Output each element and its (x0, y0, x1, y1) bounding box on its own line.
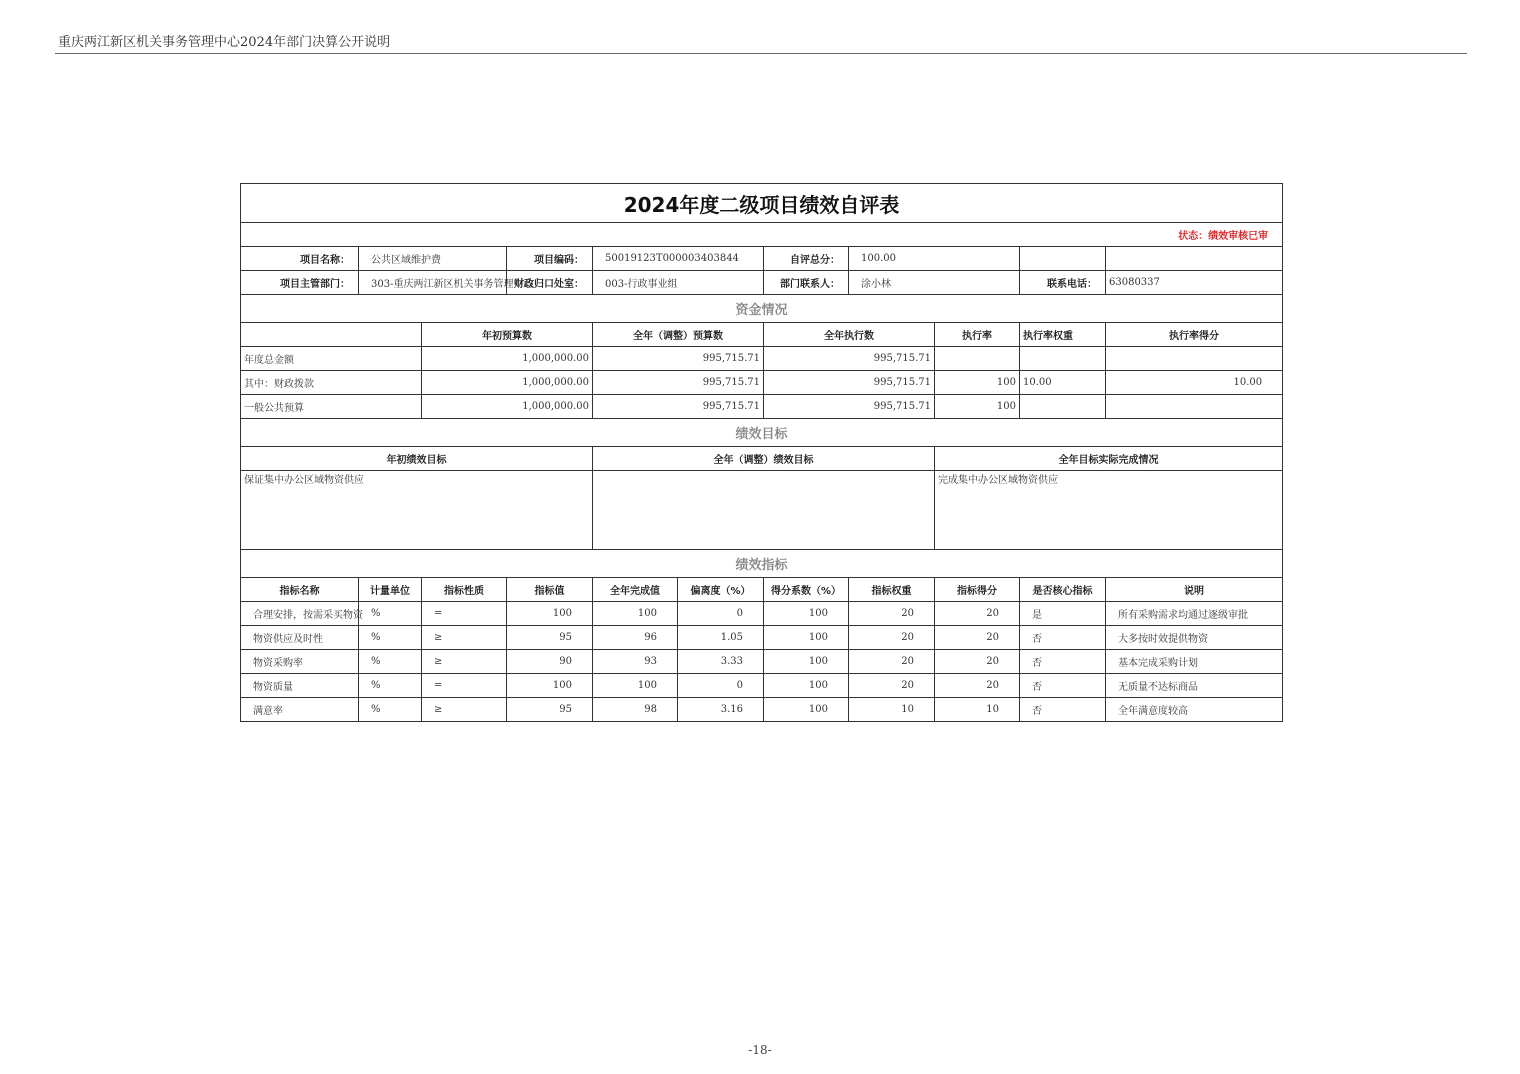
ind-unit: % (359, 674, 422, 698)
indicators-header-row (241, 578, 1283, 602)
ind-header-nature: 指标性质 (422, 578, 507, 602)
goals-header-initial: 年初绩效目标 (241, 447, 593, 471)
ind-header-deviation: 偏离度（%） (678, 578, 764, 602)
ind-actual: 93 (593, 650, 678, 674)
contact-label: 部门联系人： (764, 271, 849, 295)
info-row-2 (241, 271, 1283, 295)
funds-header-rate-score: 执行率得分 (1106, 323, 1283, 347)
funds-row-label: 一般公共预算 (241, 395, 422, 419)
ind-deviation: 0 (678, 602, 764, 626)
ind-core: 否 (1020, 650, 1106, 674)
ind-header-name: 指标名称 (241, 578, 359, 602)
ind-target: 90 (507, 650, 593, 674)
ind-target: 95 (507, 698, 593, 722)
ind-deviation: 3.16 (678, 698, 764, 722)
status-badge: 状态：绩效审核已审 (241, 223, 1283, 247)
ind-target: 95 (507, 626, 593, 650)
ind-actual: 100 (593, 602, 678, 626)
ind-note: 全年满意度较高 (1106, 698, 1283, 722)
funds-executed: 995,715.71 (764, 395, 935, 419)
document-header-title: 重庆两江新区机关事务管理中心2024年部门决算公开说明 (58, 35, 391, 50)
funds-header-initial-budget: 年初预算数 (422, 323, 593, 347)
info-row-1 (241, 247, 1283, 271)
ind-weight: 20 (849, 626, 935, 650)
funds-header-exec-rate: 执行率 (935, 323, 1020, 347)
ind-header-unit: 计量单位 (359, 578, 422, 602)
funds-rate-score (1106, 347, 1283, 371)
project-name-value: 公共区域维护费 (359, 247, 507, 271)
ind-score: 20 (935, 674, 1020, 698)
ind-note: 基本完成采购计划 (1106, 650, 1283, 674)
ind-nature: ≥ (422, 626, 507, 650)
ind-core: 否 (1020, 626, 1106, 650)
funds-initial-budget: 1,000,000.00 (422, 371, 593, 395)
ind-actual: 98 (593, 698, 678, 722)
section-funds-title: 资金情况 (241, 295, 1283, 323)
dept-value: 303-重庆两江新区机关事务管理中心 (359, 271, 507, 295)
ind-unit: % (359, 626, 422, 650)
performance-evaluation-table (240, 183, 1283, 722)
ind-deviation: 1.05 (678, 626, 764, 650)
ind-score: 20 (935, 650, 1020, 674)
goal-initial-text: 保证集中办公区域物资供应 (241, 471, 593, 550)
ind-core: 否 (1020, 674, 1106, 698)
indicator-row (241, 602, 1283, 626)
funds-rate-score: 10.00 (1106, 371, 1283, 395)
ind-core: 是 (1020, 602, 1106, 626)
goals-header-adjusted: 全年（调整）绩效目标 (593, 447, 935, 471)
funds-exec-rate (935, 347, 1020, 371)
ind-name: 合理安排，按需采买物资 (241, 602, 359, 626)
page-number: -18- (748, 1043, 772, 1057)
goal-adjusted-text (593, 471, 935, 550)
funds-header-blank (241, 323, 422, 347)
ind-coefficient: 100 (764, 698, 849, 722)
empty-cell (1020, 247, 1106, 271)
ind-unit: % (359, 698, 422, 722)
funds-adjusted-budget: 995,715.71 (593, 371, 764, 395)
phone-value: 63080337 (1106, 271, 1283, 295)
self-score-label: 自评总分： (764, 247, 849, 271)
ind-actual: 100 (593, 674, 678, 698)
funds-header-adjusted-budget: 全年（调整）预算数 (593, 323, 764, 347)
indicator-row (241, 650, 1283, 674)
funds-rate-weight (1020, 395, 1106, 419)
ind-score: 20 (935, 602, 1020, 626)
ind-header-weight: 指标权重 (849, 578, 935, 602)
ind-nature: = (422, 602, 507, 626)
ind-nature: = (422, 674, 507, 698)
ind-coefficient: 100 (764, 602, 849, 626)
ind-core: 否 (1020, 698, 1106, 722)
finance-office-value: 003-行政事业组 (593, 271, 764, 295)
goals-header-row (241, 447, 1283, 471)
ind-deviation: 0 (678, 674, 764, 698)
ind-note: 大多按时效提供物资 (1106, 626, 1283, 650)
ind-deviation: 3.33 (678, 650, 764, 674)
goals-content-row (241, 471, 1283, 550)
header-divider (55, 53, 1467, 54)
funds-initial-budget: 1,000,000.00 (422, 395, 593, 419)
funds-initial-budget: 1,000,000.00 (422, 347, 593, 371)
finance-office-label: 财政归口处室： (507, 271, 593, 295)
ind-name: 满意率 (241, 698, 359, 722)
ind-note: 无质量不达标商品 (1106, 674, 1283, 698)
funds-row (241, 371, 1283, 395)
ind-score: 10 (935, 698, 1020, 722)
ind-target: 100 (507, 602, 593, 626)
funds-executed: 995,715.71 (764, 371, 935, 395)
ind-score: 20 (935, 626, 1020, 650)
indicator-row (241, 698, 1283, 722)
funds-rate-weight (1020, 347, 1106, 371)
project-code-label: 项目编码： (507, 247, 593, 271)
ind-header-actual: 全年完成值 (593, 578, 678, 602)
empty-cell (1106, 247, 1283, 271)
ind-header-score: 指标得分 (935, 578, 1020, 602)
ind-name: 物资采购率 (241, 650, 359, 674)
ind-note: 所有采购需求均通过逐级审批 (1106, 602, 1283, 626)
ind-coefficient: 100 (764, 674, 849, 698)
funds-adjusted-budget: 995,715.71 (593, 395, 764, 419)
ind-name: 物资供应及时性 (241, 626, 359, 650)
funds-rate-weight: 10.00 (1020, 371, 1106, 395)
funds-exec-rate: 100 (935, 395, 1020, 419)
ind-nature: ≥ (422, 650, 507, 674)
funds-adjusted-budget: 995,715.71 (593, 347, 764, 371)
ind-weight: 20 (849, 650, 935, 674)
ind-header-target: 指标值 (507, 578, 593, 602)
ind-coefficient: 100 (764, 626, 849, 650)
funds-exec-rate: 100 (935, 371, 1020, 395)
funds-header-executed: 全年执行数 (764, 323, 935, 347)
ind-unit: % (359, 602, 422, 626)
form-title: 2024年度二级项目绩效自评表 (241, 184, 1283, 223)
funds-row (241, 395, 1283, 419)
indicator-row (241, 626, 1283, 650)
ind-header-note: 说明 (1106, 578, 1283, 602)
section-goals-title: 绩效目标 (241, 419, 1283, 447)
indicator-row (241, 674, 1283, 698)
project-name-label: 项目名称： (241, 247, 359, 271)
ind-header-core: 是否核心指标 (1020, 578, 1106, 602)
self-score-value: 100.00 (849, 247, 1020, 271)
funds-rate-score (1106, 395, 1283, 419)
ind-actual: 96 (593, 626, 678, 650)
ind-target: 100 (507, 674, 593, 698)
project-code-value: 50019123T000003403844 (593, 247, 764, 271)
funds-executed: 995,715.71 (764, 347, 935, 371)
funds-header-row (241, 323, 1283, 347)
ind-unit: % (359, 650, 422, 674)
ind-name: 物资质量 (241, 674, 359, 698)
goal-actual-text: 完成集中办公区域物资供应 (935, 471, 1283, 550)
goals-header-actual: 全年目标实际完成情况 (935, 447, 1283, 471)
ind-weight: 20 (849, 602, 935, 626)
ind-weight: 20 (849, 674, 935, 698)
ind-nature: ≥ (422, 698, 507, 722)
ind-coefficient: 100 (764, 650, 849, 674)
ind-header-coefficient: 得分系数（%） (764, 578, 849, 602)
funds-row-label: 其中：财政拨款 (241, 371, 422, 395)
funds-row-label: 年度总金额 (241, 347, 422, 371)
phone-label: 联系电话： (1020, 271, 1106, 295)
funds-header-rate-weight: 执行率权重 (1020, 323, 1106, 347)
funds-row (241, 347, 1283, 371)
ind-weight: 10 (849, 698, 935, 722)
contact-value: 涂小林 (849, 271, 1020, 295)
section-indicators-title: 绩效指标 (241, 550, 1283, 578)
dept-label: 项目主管部门： (241, 271, 359, 295)
